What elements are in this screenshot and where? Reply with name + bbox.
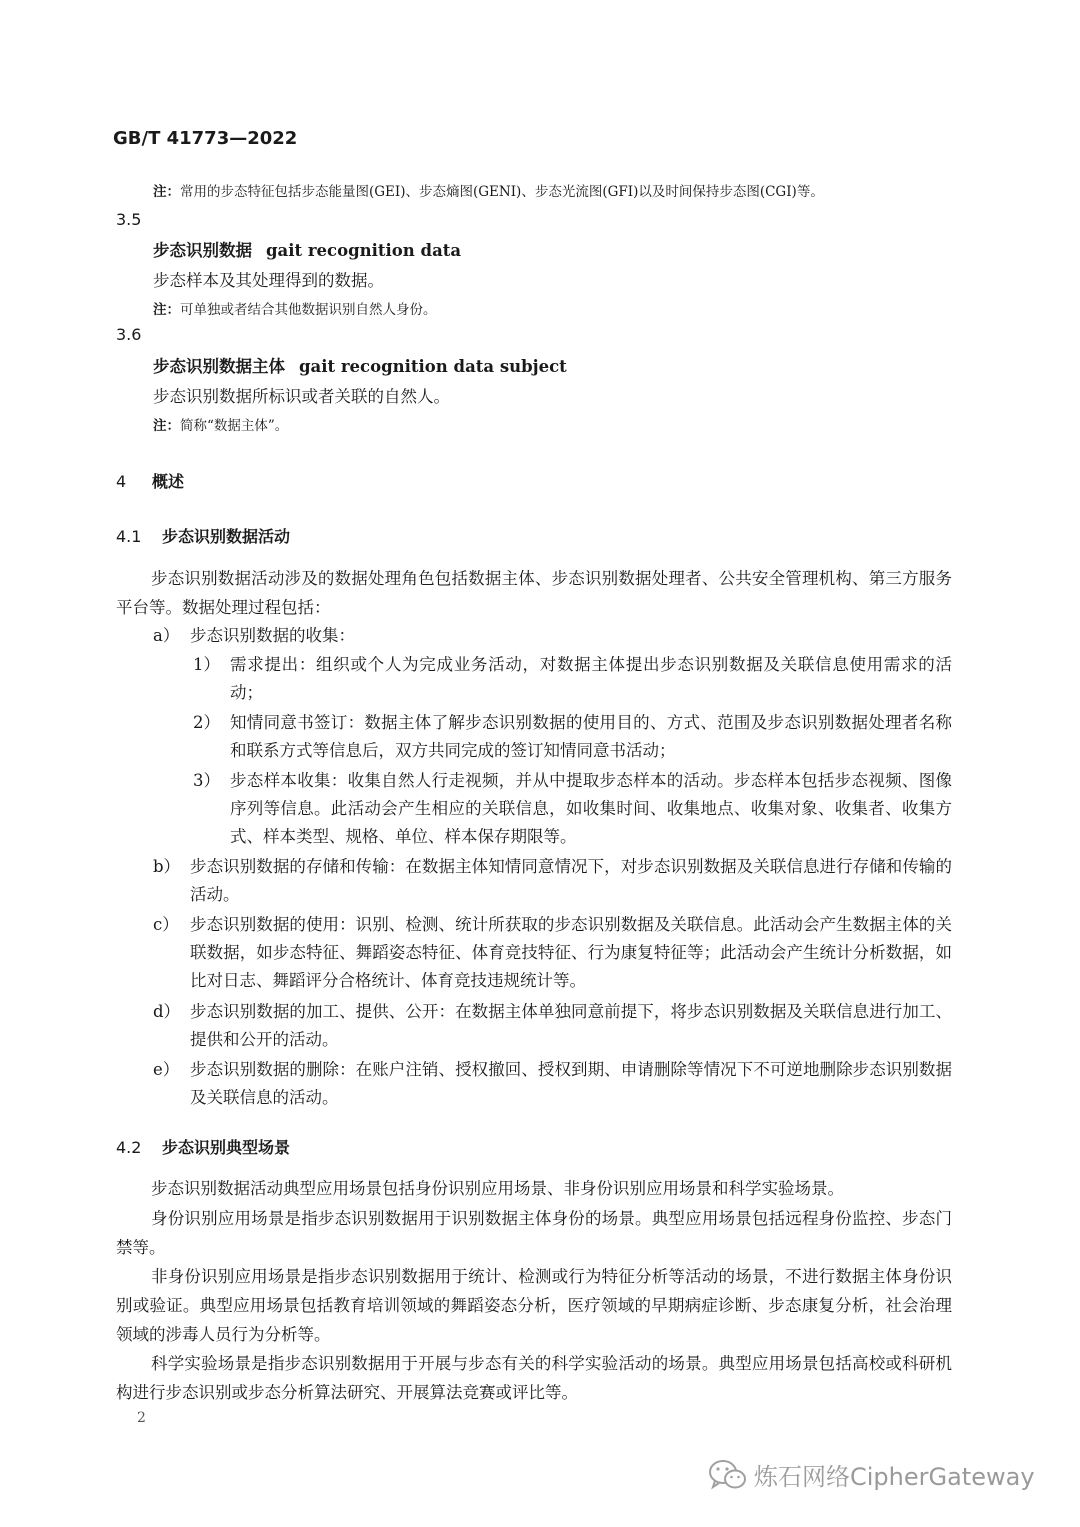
list-text: 步态样本收集：收集自然人行走视频，并从中提取步态样本的活动。步态样本包括步态视频、图像序列等信息。此活动会产生相应的关联信息，如收集时间、收集地点、收集对象、收集者、收集方式、样本类型、规格、单位、样本保存期限等。 [230, 771, 952, 846]
list-text: 知情同意书签订：数据主体了解步态识别数据的使用目的、方式、范围及步态识别数据处理者名称和联系方式等信息后，双方共同完成的签订知情同意书活动； [230, 713, 952, 760]
section-heading-4 [116, 469, 184, 492]
term-en: gait recognition data subject [299, 357, 567, 376]
note-3-6 [153, 414, 288, 434]
list-text: 步态识别数据的收集： [190, 626, 355, 645]
document-id: GB/T 41773—2022 [113, 128, 298, 149]
list-text: 步态识别数据的使用：识别、检测、统计所获取的步态识别数据及关联信息。此活动会产生数据主体的关联数据，如步态特征、舞蹈姿态特征、体育竞技特征、行为康复特征等；此活动会产生统计分析数据，如比对日志、舞蹈评分合格统计、体育竞技违规统计等。 [190, 915, 952, 990]
section-title: 概述 [152, 472, 185, 491]
list-item-b [153, 853, 952, 909]
note-label: 注： [153, 302, 180, 318]
note-text: 可单独或者结合其他数据识别自然人身份。 [180, 302, 437, 318]
section-title: 步态识别数据活动 [162, 527, 291, 546]
page-number: 2 [137, 1410, 146, 1426]
section-number: 4.2 [116, 1138, 142, 1157]
term-title-3-5 [153, 237, 461, 261]
paragraph-4-2-3: 非身份识别应用场景是指步态识别数据用于统计、检测或行为特征分析等活动的场景，不进行数据主体身份识别或验证。典型应用场景包括教育培训领域的舞蹈姿态分析，医疗领域的早期病症诊断、步态康复分析，社会治理领域的涉毒人员行为分析等。 [116, 1267, 952, 1344]
section-heading-4-2 [116, 1135, 290, 1158]
watermark-text: 炼石网络CipherGateway [754, 1463, 1035, 1491]
paragraph-4-2-4: 科学实验场景是指步态识别数据用于开展与步态有关的科学实验活动的场景。典型应用场景包括高校或科研机构进行步态识别或步态分析算法研究、开展算法竞赛或评比等。 [116, 1354, 952, 1402]
list-marker: 2） [193, 713, 220, 732]
watermark [708, 1457, 1035, 1492]
sub-item-2 [193, 709, 952, 765]
note-text: 常用的步态特征包括步态能量图(GEI)、步态熵图(GENI)、步态光流图(GFI)以及时间保持步态图(CGI)等。 [180, 184, 824, 200]
list-text: 步态识别数据的删除：在账户注销、授权撤回、授权到期、申请删除等情况下不可逆地删除步态识别数据及关联信息的活动。 [190, 1060, 952, 1107]
list-text: 需求提出：组织或个人为完成业务活动，对数据主体提出步态识别数据及关联信息使用需求的活动； [230, 655, 952, 702]
list-text: 步态识别数据的存储和传输：在数据主体知情同意情况下，对步态识别数据及关联信息进行存储和传输的活动。 [190, 857, 952, 904]
section-title: 步态识别典型场景 [162, 1138, 291, 1157]
list-item-c [153, 911, 952, 995]
section-heading-4-1 [116, 524, 290, 547]
term-en: gait recognition data [266, 241, 462, 260]
list-marker: c） [153, 915, 179, 934]
note-label: 注： [153, 184, 180, 200]
list-item-e [153, 1056, 952, 1112]
sub-item-1 [193, 651, 952, 707]
wechat-icon [708, 1458, 748, 1492]
term-definition-3-6: 步态识别数据所标识或者关联的自然人。 [153, 387, 450, 406]
note-text: 简称“数据主体”。 [180, 418, 289, 434]
list-marker: d） [153, 1002, 181, 1021]
term-title-3-6 [153, 353, 567, 377]
list-marker: e） [153, 1060, 180, 1079]
list-item-a [153, 622, 952, 650]
note-3-5 [153, 298, 437, 318]
section-number: 4.1 [116, 527, 142, 546]
list-marker: 1） [193, 655, 220, 674]
paragraph-4-1-intro: 步态识别数据活动涉及的数据处理角色包括数据主体、步态识别数据处理者、公共安全管理机构、第三方服务平台等。数据处理过程包括： [116, 569, 952, 617]
paragraph-4-2-1: 步态识别数据活动典型应用场景包括身份识别应用场景、非身份识别应用场景和科学实验场景。 [151, 1179, 844, 1198]
list-marker: b） [153, 857, 181, 876]
list-marker: 3） [193, 771, 220, 790]
term-definition-3-5: 步态样本及其处理得到的数据。 [153, 271, 384, 290]
list-marker: a） [153, 626, 180, 645]
note-label: 注： [153, 418, 180, 434]
term-zh: 步态识别数据主体 [153, 357, 285, 376]
term-number-3-6: 3.6 [116, 325, 142, 344]
term-number-3-5: 3.5 [116, 210, 142, 229]
list-text: 步态识别数据的加工、提供、公开：在数据主体单独同意前提下，将步态识别数据及关联信息进行加工、提供和公开的活动。 [190, 1002, 952, 1049]
list-item-d [153, 998, 952, 1054]
sub-item-3 [193, 767, 952, 851]
paragraph-4-2-2: 身份识别应用场景是指步态识别数据用于识别数据主体身份的场景。典型应用场景包括远程身份监控、步态门禁等。 [116, 1209, 952, 1257]
term-zh: 步态识别数据 [153, 241, 252, 260]
section-number: 4 [116, 472, 127, 491]
note-gait-features [153, 180, 824, 200]
